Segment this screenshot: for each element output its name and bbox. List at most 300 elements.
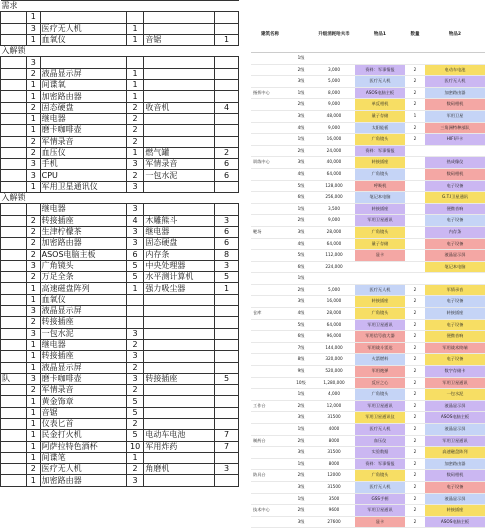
right-cell[interactable]: 太阳能板 <box>355 122 405 134</box>
left-cell[interactable] <box>215 385 239 396</box>
right-cell[interactable] <box>405 203 425 215</box>
right-cell[interactable]: 实验数据 <box>355 447 405 459</box>
right-cell[interactable]: 军用卫星通讯 <box>355 215 405 227</box>
left-cell[interactable]: 2 <box>27 272 41 283</box>
right-cell[interactable]: 便携音响 <box>425 203 485 215</box>
right-cell[interactable]: 2级 <box>289 64 313 76</box>
right-cell[interactable]: 数码相机 <box>425 99 485 111</box>
right-cell[interactable]: 1级 <box>289 389 313 401</box>
left-cell[interactable] <box>27 1 41 12</box>
right-cell[interactable]: 便携音响 <box>425 331 485 343</box>
right-cell[interactable]: ASOS电脑主板 <box>425 516 485 528</box>
right-cell[interactable]: 2 <box>405 354 425 366</box>
right-cell[interactable]: 9,000 <box>313 215 355 227</box>
right-cell[interactable]: 军用信号放大器 <box>355 331 405 343</box>
left-cell[interactable] <box>1 362 27 373</box>
left-cell[interactable]: 入解锁 <box>1 193 26 203</box>
right-cell[interactable]: 2级 <box>289 284 313 296</box>
right-cell[interactable]: 28,000 <box>313 226 355 238</box>
left-cell[interactable] <box>1 464 27 475</box>
right-cell[interactable]: 1级 <box>289 134 313 146</box>
left-cell[interactable]: 1 <box>27 339 41 350</box>
left-cell[interactable]: 3 <box>27 328 41 339</box>
right-cell[interactable]: 医疗无人机 <box>355 424 405 436</box>
right-cell[interactable]: 2 <box>405 296 425 308</box>
right-cell[interactable] <box>251 250 289 262</box>
right-cell[interactable] <box>251 168 289 180</box>
left-cell[interactable] <box>1 147 27 158</box>
right-cell[interactable]: 电动车电池 <box>425 64 485 76</box>
left-cell[interactable] <box>1 159 27 170</box>
right-cell[interactable]: 3级 <box>289 226 313 238</box>
right-cell[interactable]: 28,000 <box>313 308 355 320</box>
left-cell[interactable] <box>144 68 215 79</box>
right-cell[interactable]: 转接插座 <box>355 296 405 308</box>
right-cell[interactable] <box>251 366 289 378</box>
left-cell[interactable]: 2 <box>27 68 41 79</box>
right-cell[interactable]: 4级 <box>289 238 313 250</box>
left-cell[interactable]: 3 <box>27 170 41 181</box>
right-cell[interactable]: 呼吸机 <box>355 180 405 192</box>
left-cell[interactable]: 转接插座 <box>144 373 215 384</box>
right-cell[interactable]: 224,000 <box>313 261 355 273</box>
left-cell[interactable] <box>215 1 239 12</box>
right-cell[interactable] <box>251 99 289 111</box>
right-cell[interactable]: 10级 <box>289 377 313 389</box>
left-cell[interactable]: 2 <box>27 317 41 328</box>
left-cell[interactable]: 高速磁盘阵列 <box>40 283 126 294</box>
right-cell[interactable]: 军用卫星通讯 <box>355 400 405 412</box>
left-cell[interactable]: 一包水泥 <box>40 328 126 339</box>
right-cell[interactable]: 靶场 <box>251 226 289 238</box>
left-cell[interactable] <box>144 294 215 305</box>
right-cell[interactable]: 2 <box>405 284 425 296</box>
left-cell[interactable]: 收音机 <box>144 102 215 113</box>
left-cell[interactable]: 1 <box>215 34 239 45</box>
right-cell[interactable] <box>251 331 289 343</box>
left-cell[interactable]: 3 <box>126 373 144 384</box>
right-cell[interactable]: 高速磁盘阵列 <box>425 447 485 459</box>
right-cell[interactable]: 3级 <box>289 481 313 493</box>
left-cell[interactable]: 液晶显示屏 <box>40 68 126 79</box>
right-cell[interactable]: 31500 <box>313 412 355 424</box>
right-cell[interactable]: 军情录音 <box>425 284 485 296</box>
right-cell[interactable]: 48,000 <box>313 110 355 122</box>
right-cell[interactable]: 2 <box>405 470 425 482</box>
right-cell[interactable]: ASOS电脑主板 <box>355 87 405 99</box>
right-cell[interactable]: 8000 <box>313 435 355 447</box>
left-cell[interactable] <box>27 193 41 204</box>
left-cell[interactable] <box>27 46 41 57</box>
right-cell[interactable]: 6级 <box>289 331 313 343</box>
left-cell[interactable]: 医疗无人机 <box>40 23 126 34</box>
right-cell[interactable]: 资料：军事情报 <box>355 64 405 76</box>
right-cell[interactable]: 电子设备 <box>425 319 485 331</box>
left-cell[interactable] <box>1 294 27 305</box>
right-cell[interactable]: 军用卫星 <box>425 110 485 122</box>
right-cell[interactable]: 广角镜头 <box>355 308 405 320</box>
left-cell[interactable] <box>1 441 27 452</box>
left-cell[interactable]: 3 <box>215 215 239 226</box>
right-cell[interactable]: 电子设备 <box>425 180 485 192</box>
right-cell[interactable] <box>251 273 289 285</box>
left-cell[interactable] <box>1 396 27 407</box>
right-cell[interactable]: 2级 <box>289 145 313 157</box>
right-cell[interactable]: 8级 <box>289 354 313 366</box>
right-cell[interactable] <box>251 284 289 296</box>
right-cell[interactable]: 医疗无人机 <box>355 481 405 493</box>
left-cell[interactable]: 液晶显示屏 <box>40 362 126 373</box>
left-cell[interactable] <box>215 306 239 317</box>
left-cell[interactable] <box>126 12 144 23</box>
left-cell[interactable] <box>144 181 215 192</box>
right-cell[interactable]: 三角洲特种部队 <box>425 122 485 134</box>
left-cell[interactable]: 1 <box>27 418 41 429</box>
right-cell[interactable]: 7级 <box>289 342 313 354</box>
right-cell[interactable]: 2级 <box>289 99 313 111</box>
right-cell[interactable]: 5,000 <box>313 284 355 296</box>
left-cell[interactable] <box>1 385 27 396</box>
right-cell[interactable]: 转接插座 <box>425 505 485 517</box>
left-cell[interactable]: 6 <box>215 226 239 237</box>
left-cell[interactable]: 黄金饰章 <box>40 396 126 407</box>
left-cell[interactable]: 1 <box>27 407 41 418</box>
left-cell[interactable]: 5 <box>126 430 144 441</box>
left-cell[interactable] <box>1 113 27 124</box>
right-cell[interactable]: 1级 <box>289 273 313 285</box>
right-cell[interactable]: 2 <box>405 424 425 436</box>
right-cell[interactable]: 量子存储 <box>355 238 405 250</box>
right-cell[interactable]: 2 <box>405 122 425 134</box>
left-cell[interactable] <box>144 351 215 362</box>
right-cell[interactable]: 64,000 <box>313 238 355 250</box>
left-cell[interactable] <box>144 407 215 418</box>
left-cell[interactable]: 3 <box>126 475 144 486</box>
left-cell[interactable]: 3 <box>27 260 41 271</box>
left-cell[interactable]: 血氧仪 <box>40 34 126 45</box>
left-cell[interactable]: 2 <box>126 136 144 147</box>
left-cell[interactable] <box>215 204 239 215</box>
left-cell[interactable]: 2 <box>126 113 144 124</box>
left-cell[interactable] <box>1 283 27 294</box>
left-cell[interactable]: 3 <box>27 159 41 170</box>
left-cell[interactable] <box>215 113 239 124</box>
left-cell[interactable] <box>1 102 27 113</box>
right-cell[interactable] <box>251 145 289 157</box>
left-cell[interactable]: 生津柠檬茶 <box>40 226 126 237</box>
left-cell[interactable]: 2 <box>27 238 41 249</box>
left-cell[interactable] <box>215 23 239 34</box>
right-cell[interactable]: 12000 <box>313 470 355 482</box>
right-cell[interactable]: 1,280,000 <box>313 377 355 389</box>
right-cell[interactable]: 军用炮弹 <box>355 366 405 378</box>
left-cell[interactable]: 1 <box>27 396 41 407</box>
left-cell[interactable] <box>215 125 239 136</box>
left-cell[interactable] <box>215 181 239 192</box>
right-cell[interactable]: 2级 <box>289 400 313 412</box>
left-cell[interactable]: CPU <box>40 170 126 181</box>
right-cell[interactable]: 2 <box>405 447 425 459</box>
right-cell[interactable]: 内存条 <box>425 226 485 238</box>
left-cell[interactable]: 阿萨拉特色酒杯 <box>40 441 126 452</box>
right-cell[interactable]: 2 <box>405 342 425 354</box>
left-cell[interactable]: ASOS电脑主板 <box>40 249 126 260</box>
left-cell[interactable] <box>1 407 27 418</box>
left-cell[interactable]: 2 <box>27 215 41 226</box>
left-cell[interactable] <box>215 91 239 102</box>
left-cell[interactable] <box>144 339 215 350</box>
left-cell[interactable]: 1 <box>126 147 144 158</box>
left-cell[interactable] <box>215 452 239 463</box>
left-cell[interactable]: 军情录音 <box>144 159 215 170</box>
left-cell[interactable]: 1 <box>27 125 41 136</box>
right-cell[interactable]: 数字存储卡 <box>425 366 485 378</box>
left-cell[interactable] <box>144 80 215 91</box>
right-cell[interactable]: 2 <box>405 481 425 493</box>
right-cell[interactable]: 1级 <box>289 458 313 470</box>
right-cell[interactable]: 5级 <box>289 180 313 192</box>
left-cell[interactable]: 中央处理器 <box>144 260 215 271</box>
left-cell[interactable]: 1 <box>27 430 41 441</box>
right-cell[interactable] <box>355 53 405 65</box>
right-cell[interactable] <box>251 110 289 122</box>
right-cell[interactable]: 2 <box>405 377 425 389</box>
right-cell[interactable] <box>251 122 289 134</box>
left-cell[interactable]: 继电器 <box>40 204 126 215</box>
left-cell[interactable] <box>215 317 239 328</box>
right-cell[interactable]: 单反相机 <box>355 99 405 111</box>
left-cell[interactable]: 6 <box>215 159 239 170</box>
right-cell[interactable] <box>405 192 425 204</box>
left-cell[interactable] <box>215 193 239 204</box>
right-cell[interactable]: 军用卫星通讯 <box>355 505 405 517</box>
left-cell[interactable]: 强力吸尘器 <box>144 283 215 294</box>
right-cell[interactable] <box>251 481 289 493</box>
left-cell[interactable]: 队 <box>1 373 27 384</box>
right-cell[interactable] <box>355 261 405 273</box>
right-cell[interactable]: 电子设备 <box>425 296 485 308</box>
right-cell[interactable]: 工作台 <box>251 400 289 412</box>
right-cell[interactable]: 液晶显示屏 <box>425 400 485 412</box>
right-cell[interactable]: 320,000 <box>313 354 355 366</box>
right-cell[interactable]: 2级 <box>289 215 313 227</box>
left-cell[interactable] <box>1 260 27 271</box>
left-cell[interactable] <box>1 351 27 362</box>
left-cell[interactable]: 1 <box>27 91 41 102</box>
left-cell[interactable] <box>1 204 27 215</box>
right-cell[interactable]: 4级 <box>289 308 313 320</box>
right-cell[interactable]: 6级 <box>289 192 313 204</box>
right-cell[interactable]: 4000 <box>313 424 355 436</box>
left-cell[interactable]: 加密路由器 <box>40 238 126 249</box>
left-cell[interactable] <box>126 294 144 305</box>
right-cell[interactable]: 3级 <box>289 296 313 308</box>
right-cell[interactable]: 27600 <box>313 516 355 528</box>
left-cell[interactable]: 1 <box>27 12 41 23</box>
left-cell[interactable]: 2 <box>126 102 144 113</box>
left-cell[interactable]: 音锯 <box>40 407 126 418</box>
right-cell[interactable]: 军用卫星通讯 <box>425 435 485 447</box>
left-cell[interactable]: 角磨机 <box>144 464 215 475</box>
left-cell[interactable]: 5 <box>126 260 144 271</box>
left-cell[interactable]: 1 <box>27 80 41 91</box>
left-cell[interactable]: 2 <box>126 418 144 429</box>
right-cell[interactable] <box>405 157 425 169</box>
left-cell[interactable]: 一包水泥 <box>144 170 215 181</box>
right-cell[interactable]: 医疗无人机 <box>355 284 405 296</box>
right-cell[interactable]: 转接插座 <box>425 308 485 320</box>
left-cell[interactable] <box>144 306 215 317</box>
left-cell[interactable]: 1 <box>27 475 41 486</box>
right-cell[interactable]: 军用卫星通讯 <box>425 377 485 389</box>
left-cell[interactable]: 2 <box>27 226 41 237</box>
left-cell[interactable]: 3 <box>126 159 144 170</box>
right-cell[interactable]: 显卡 <box>355 250 405 262</box>
left-cell[interactable]: 继电器 <box>40 113 126 124</box>
right-cell[interactable]: 指挥中心 <box>251 87 289 99</box>
left-cell[interactable] <box>40 12 126 23</box>
right-cell[interactable] <box>355 273 405 285</box>
right-cell[interactable]: 2 <box>405 493 425 505</box>
right-cell[interactable]: 资料：军事情报 <box>355 458 405 470</box>
right-cell[interactable]: 军用卫星通讯 <box>355 319 405 331</box>
left-cell[interactable]: 2 <box>27 385 41 396</box>
right-cell[interactable] <box>251 180 289 192</box>
right-cell[interactable]: 2 <box>405 134 425 146</box>
left-cell[interactable] <box>27 204 41 215</box>
left-cell[interactable] <box>144 23 215 34</box>
left-cell[interactable] <box>215 418 239 429</box>
left-cell[interactable] <box>126 1 144 12</box>
right-cell[interactable]: 军用战术终端 <box>425 342 485 354</box>
left-cell[interactable]: 3 <box>126 226 144 237</box>
left-cell[interactable] <box>1 181 27 192</box>
left-cell[interactable]: 8 <box>215 249 239 260</box>
left-cell[interactable] <box>1 215 27 226</box>
left-cell[interactable]: 1 <box>126 91 144 102</box>
right-cell[interactable]: 31500 <box>313 447 355 459</box>
left-cell[interactable] <box>1 452 27 463</box>
right-cell[interactable]: 笔记本电脑 <box>425 261 485 273</box>
left-cell[interactable]: 10 <box>126 441 144 452</box>
left-cell[interactable]: 3 <box>126 204 144 215</box>
left-cell[interactable]: 液晶显示屏 <box>40 306 126 317</box>
left-cell[interactable] <box>1 125 27 136</box>
right-cell[interactable] <box>405 53 425 65</box>
right-cell[interactable] <box>251 261 289 273</box>
right-cell[interactable]: 显卡 <box>355 516 405 528</box>
left-cell[interactable]: 入解锁 <box>1 46 26 56</box>
left-cell[interactable]: 需求 <box>1 1 27 12</box>
left-cell[interactable] <box>215 351 239 362</box>
left-cell[interactable]: 6 <box>215 238 239 249</box>
right-cell[interactable]: 1 <box>405 110 425 122</box>
left-cell[interactable] <box>126 57 144 68</box>
left-cell[interactable] <box>1 430 27 441</box>
left-cell[interactable] <box>1 249 27 260</box>
right-cell[interactable] <box>251 447 289 459</box>
left-cell[interactable]: 间谍氧 <box>40 80 126 91</box>
right-cell[interactable]: 520,000 <box>313 366 355 378</box>
right-cell[interactable]: GSS手柄 <box>355 493 405 505</box>
left-cell[interactable]: 军用炸药 <box>144 441 215 452</box>
left-cell[interactable]: 3 <box>126 238 144 249</box>
right-cell[interactable]: 2 <box>405 331 425 343</box>
right-cell[interactable]: 4,000 <box>313 389 355 401</box>
left-cell[interactable]: 5 <box>215 373 239 384</box>
right-cell[interactable]: 广角镜头 <box>355 226 405 238</box>
left-cell[interactable] <box>126 193 144 204</box>
left-cell[interactable] <box>1 328 27 339</box>
left-cell[interactable]: 医疗无人机 <box>40 464 126 475</box>
left-cell[interactable] <box>144 1 215 12</box>
left-cell[interactable] <box>144 125 215 136</box>
right-cell[interactable]: 2 <box>405 76 425 88</box>
right-cell[interactable] <box>251 203 289 215</box>
left-cell[interactable]: 3 <box>27 373 41 384</box>
left-cell[interactable]: 3 <box>126 351 144 362</box>
right-cell[interactable] <box>251 64 289 76</box>
right-cell[interactable]: 8000 <box>313 458 355 470</box>
right-cell[interactable]: 广角镜头 <box>355 389 405 401</box>
right-cell[interactable] <box>251 76 289 88</box>
right-cell[interactable]: 1级 <box>289 53 313 65</box>
left-cell[interactable]: 1 <box>126 23 144 34</box>
left-cell[interactable]: 1 <box>27 452 41 463</box>
left-cell[interactable] <box>144 136 215 147</box>
right-cell[interactable]: 笔记本电脑 <box>355 192 405 204</box>
left-cell[interactable] <box>144 362 215 373</box>
right-cell[interactable] <box>405 180 425 192</box>
left-cell[interactable]: 转接插座 <box>40 215 126 226</box>
left-cell[interactable] <box>144 46 215 57</box>
left-cell[interactable]: 5 <box>126 396 144 407</box>
left-cell[interactable]: 血压仪 <box>40 147 126 158</box>
right-cell[interactable]: 液晶显示屏 <box>425 493 485 505</box>
left-cell[interactable] <box>1 306 27 317</box>
right-cell[interactable]: 2 <box>405 87 425 99</box>
right-cell[interactable]: 2 <box>405 412 425 424</box>
left-cell[interactable]: 1 <box>126 68 144 79</box>
right-cell[interactable] <box>405 168 425 180</box>
left-cell[interactable]: 音锯 <box>144 34 215 45</box>
right-cell[interactable]: 9600 <box>313 505 355 517</box>
right-cell[interactable]: 31500 <box>313 481 355 493</box>
left-cell[interactable] <box>126 317 144 328</box>
right-cell[interactable]: 2 <box>405 308 425 320</box>
right-cell[interactable]: 电子设备 <box>425 481 485 493</box>
left-cell[interactable]: 1 <box>27 441 41 452</box>
left-cell[interactable]: 1 <box>27 181 41 192</box>
right-cell[interactable] <box>405 273 425 285</box>
right-cell[interactable]: 64,000 <box>313 319 355 331</box>
left-cell[interactable] <box>144 475 215 486</box>
right-cell[interactable]: 6级 <box>289 261 313 273</box>
left-cell[interactable]: 1 <box>27 351 41 362</box>
right-cell[interactable]: 加密路由器 <box>425 87 485 99</box>
left-cell[interactable]: 民金打火机 <box>40 430 126 441</box>
left-cell[interactable] <box>1 91 27 102</box>
left-cell[interactable]: 4 <box>215 102 239 113</box>
right-cell[interactable] <box>251 215 289 227</box>
left-cell[interactable]: 军情录音 <box>40 385 126 396</box>
right-cell[interactable]: 2 <box>405 366 425 378</box>
right-cell[interactable]: 9,000 <box>313 99 355 111</box>
left-cell[interactable]: 3 <box>27 306 41 317</box>
right-cell[interactable]: 液晶显示屏 <box>425 250 485 262</box>
left-cell[interactable]: 3 <box>215 464 239 475</box>
left-cell[interactable]: 万足全条 <box>40 272 126 283</box>
